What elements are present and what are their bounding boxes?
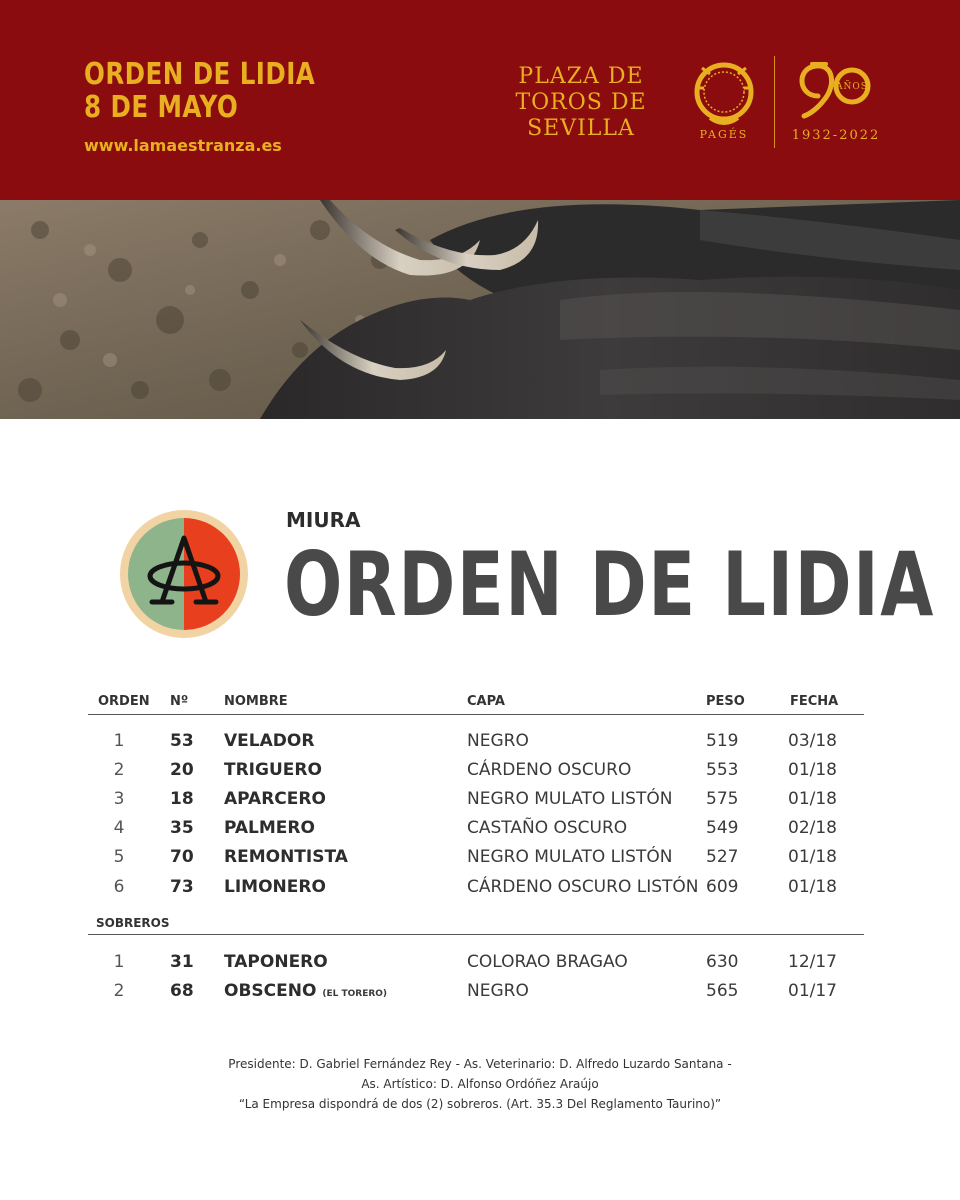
cell-peso: 527 [706, 847, 739, 867]
cell-numero: 35 [170, 818, 194, 838]
bulls-photo [0, 200, 960, 419]
header-title [84, 58, 315, 124]
cell-orden: 6 [113, 877, 125, 897]
page-title: ORDEN DE LIDIA [284, 533, 935, 636]
header-capa: CAPA [467, 694, 505, 709]
cell-peso: 575 [706, 789, 739, 809]
header-peso: PESO [706, 694, 745, 709]
cell-capa: NEGRO MULATO LISTÓN [467, 789, 673, 809]
pages-label: PAGÉS [699, 128, 749, 141]
table-header-rule [88, 714, 864, 715]
plaza-line2: TOROS DE [515, 90, 647, 115]
cell-nombre: APARCERO [224, 789, 326, 809]
table-row [0, 731, 960, 759]
table-row [0, 818, 960, 846]
cell-peso: 553 [706, 760, 739, 780]
cell-orden: 4 [113, 818, 125, 838]
cell-fecha: 12/17 [788, 952, 837, 972]
cell-fecha: 01/18 [788, 789, 837, 809]
table-row [0, 760, 960, 788]
cell-nombre: TAPONERO [224, 952, 328, 972]
header-orden: ORDEN [98, 694, 150, 709]
cell-capa: NEGRO MULATO LISTÓN [467, 847, 673, 867]
table-row [0, 981, 960, 1009]
table-row [0, 789, 960, 817]
header-title-line1: ORDEN DE LIDIA [84, 57, 316, 92]
cell-numero: 68 [170, 981, 194, 1001]
anniversary-years: 1932-2022 [791, 128, 881, 143]
footer-line2: As. Artístico: D. Alfonso Ordóñez Araújo [361, 1077, 599, 1091]
cell-orden: 2 [113, 981, 125, 1001]
cell-peso: 609 [706, 877, 739, 897]
cell-fecha: 02/18 [788, 818, 837, 838]
cell-peso: 565 [706, 981, 739, 1001]
cell-numero: 73 [170, 877, 194, 897]
cell-capa: NEGRO [467, 981, 529, 1001]
cell-fecha: 01/18 [788, 847, 837, 867]
cell-capa: CÁRDENO OSCURO [467, 760, 632, 780]
cell-nombre: PALMERO [224, 818, 315, 838]
cell-nombre: LIMONERO [224, 877, 326, 897]
plaza-de-toros-logo-text [500, 64, 662, 142]
cell-peso: 519 [706, 731, 739, 751]
ganaderia-name: MIURA [286, 508, 361, 532]
cell-fecha: 01/18 [788, 760, 837, 780]
cell-numero: 53 [170, 731, 194, 751]
table-row [0, 847, 960, 875]
table-row [0, 952, 960, 980]
cell-fecha: 01/17 [788, 981, 837, 1001]
cell-orden: 3 [113, 789, 125, 809]
cell-numero: 18 [170, 789, 194, 809]
header-banner [0, 0, 960, 200]
plaza-line1: PLAZA DE [518, 64, 644, 89]
header-fecha: FECHA [790, 694, 839, 709]
header-nombre: NOMBRE [224, 694, 288, 709]
miura-ganaderia-logo [118, 508, 250, 640]
cell-orden: 5 [113, 847, 125, 867]
cell-fecha: 01/18 [788, 877, 837, 897]
header-numero: Nº [170, 694, 189, 709]
plaza-line3: SEVILLA [527, 116, 635, 141]
cell-orden: 2 [113, 760, 125, 780]
cell-nombre: TRIGUERO [224, 760, 322, 780]
sobreros-label: SOBREROS [96, 916, 170, 930]
cell-capa: CASTAÑO OSCURO [467, 818, 628, 838]
cell-nota: (EL TORERO) [322, 989, 388, 999]
cell-nombre: VELADOR [224, 731, 315, 751]
website-link[interactable]: www.lamaestranza.es [84, 136, 282, 155]
sobreros-rule [88, 934, 864, 935]
cell-numero: 70 [170, 847, 194, 867]
header-title-line2: 8 DE MAYO [84, 90, 239, 125]
cell-orden: 1 [113, 952, 125, 972]
cell-capa: CÁRDENO OSCURO LISTÓN [467, 877, 699, 897]
cell-nombre: OBSCENO [224, 981, 317, 1001]
footer-notes [120, 1054, 840, 1114]
cell-nombre-wrap [224, 981, 387, 1001]
cell-fecha: 03/18 [788, 731, 837, 751]
cell-peso: 549 [706, 818, 739, 838]
cell-numero: 31 [170, 952, 194, 972]
cell-capa: COLORAO BRAGAO [467, 952, 628, 972]
footer-line3: “La Empresa dispondrá de dos (2) sobreros. (Art. 35.3 Del Reglamento Taurino)” [238, 1097, 722, 1111]
anniversary-anos: AÑOS [836, 82, 868, 92]
table-row [0, 877, 960, 905]
cell-orden: 1 [113, 731, 125, 751]
footer-line1: Presidente: D. Gabriel Fernández Rey - As. Veterinario: D. Alfredo Luzardo Santana - [228, 1057, 732, 1071]
cell-nombre: REMONTISTA [224, 847, 348, 867]
header-divider [774, 56, 775, 148]
cell-capa: NEGRO [467, 731, 529, 751]
cell-numero: 20 [170, 760, 194, 780]
cell-peso: 630 [706, 952, 739, 972]
